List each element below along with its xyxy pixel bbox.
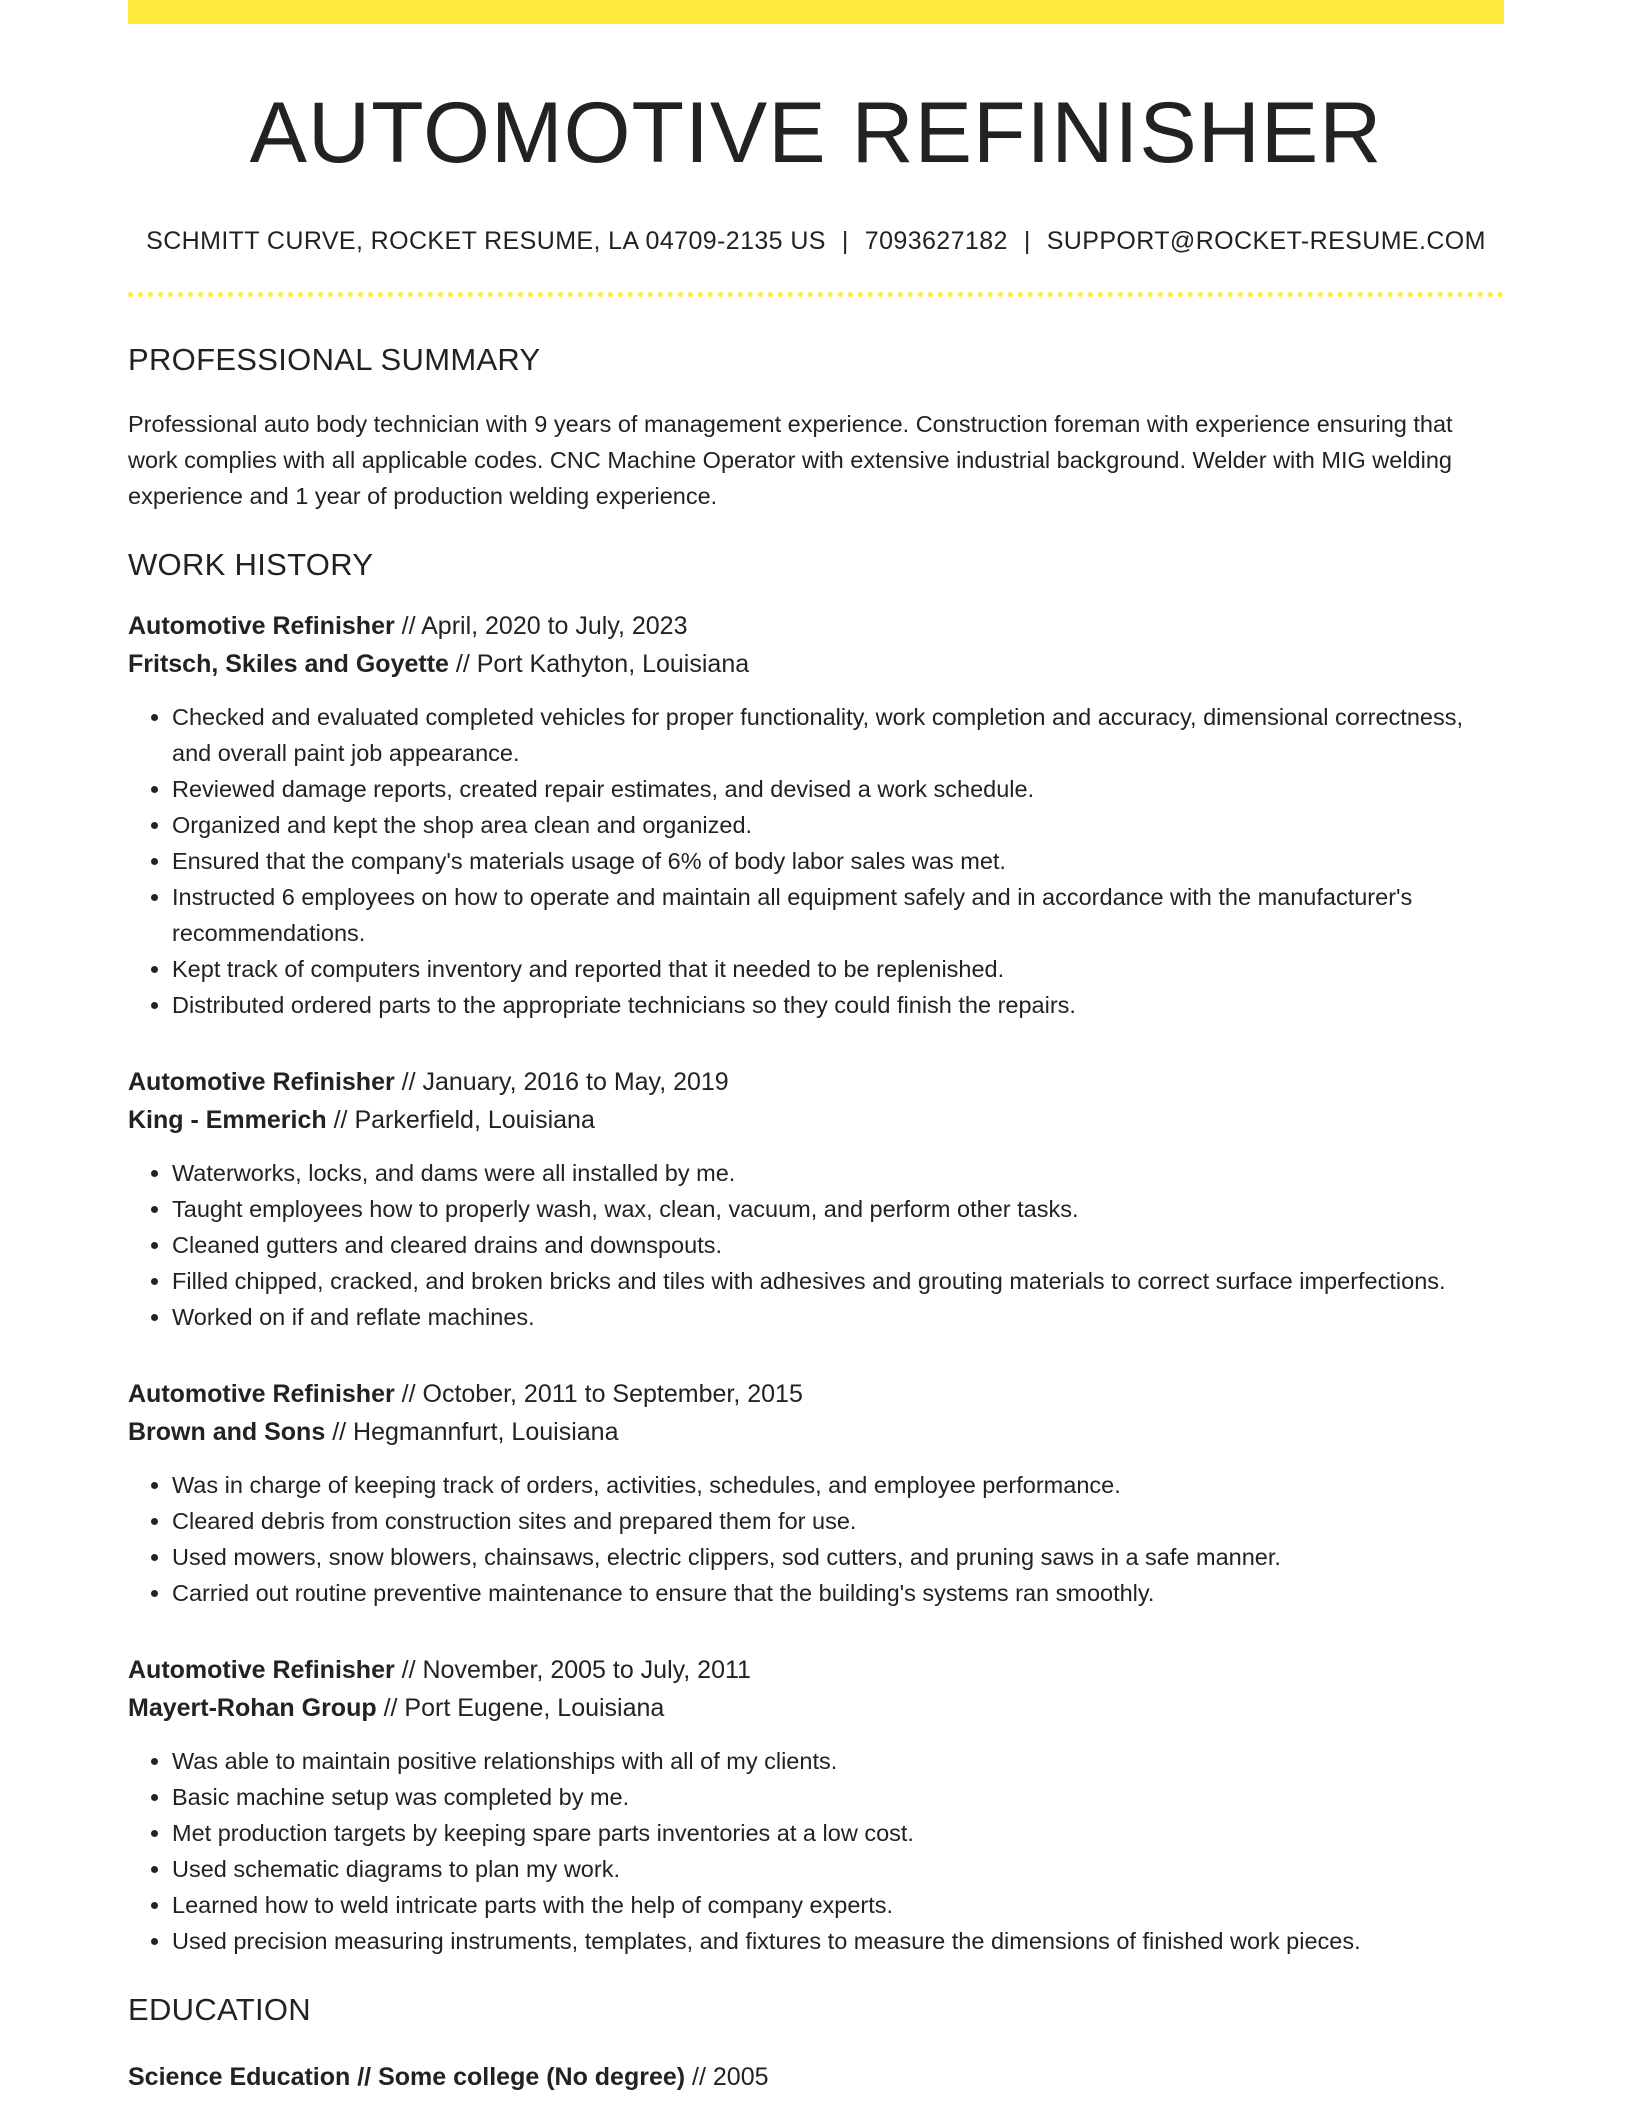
job-company-line (128, 1689, 1504, 1727)
bullet-item: • Learned how to weld intricate parts with the help of company experts. (172, 1887, 1504, 1923)
job-company: King - Emmerich (128, 1105, 327, 1134)
job-company-line (128, 1413, 1504, 1451)
education-degree: Science Education // Some college (No degree) (128, 2063, 686, 2092)
job-entry (128, 1651, 1504, 1959)
job-dates: // January, 2016 to May, 2019 (401, 1067, 729, 1096)
contact-line (128, 227, 1504, 256)
job-dates: // October, 2011 to September, 2015 (401, 1379, 803, 1408)
email: SUPPORT@ROCKET-RESUME.COM (1046, 226, 1486, 255)
job-bullets (128, 1743, 1504, 1959)
bullet-item: • Taught employees how to properly wash, wax, clean, vacuum, and perform other tasks. (172, 1191, 1504, 1227)
bullet-item: • Instructed 6 employees on how to operate and maintain all equipment safely and in accordance with the manufacturer's recommendations. (172, 879, 1504, 951)
job-role: Automotive Refinisher (128, 1067, 395, 1096)
job-dates: // April, 2020 to July, 2023 (401, 611, 688, 640)
summary-text: Professional auto body technician with 9 years of management experience. Construction foreman with experience ensuring that work complies with all applicable codes. CNC Machine Operator with extensive industrial background. Welder with MIG welding experience and 1 year of production welding experience. (128, 410, 1453, 509)
job-bullets (128, 1467, 1504, 1611)
bullet-item: • Met production targets by keeping spare parts inventories at a low cost. (172, 1815, 1504, 1851)
job-title-line (128, 607, 1504, 645)
bullet-item: • Basic machine setup was completed by me. (172, 1779, 1504, 1815)
job-location: // Port Kathyton, Louisiana (455, 649, 750, 678)
education-heading: EDUCATION (128, 1991, 311, 2027)
job-entry (128, 1063, 1504, 1335)
bullet-item: • Kept track of computers inventory and reported that it needed to be replenished. (172, 951, 1504, 987)
bullet-item: • Distributed ordered parts to the appropriate technicians so they could finish the repairs. (172, 987, 1504, 1023)
job-bullets (128, 699, 1504, 1023)
bullet-item: • Filled chipped, cracked, and broken bricks and tiles with adhesives and grouting materials to correct surface imperfections. (172, 1263, 1504, 1299)
job-title-line (128, 1651, 1504, 1689)
bullet-item: • Waterworks, locks, and dams were all installed by me. (172, 1155, 1504, 1191)
job-company-line (128, 645, 1504, 683)
job-entry (128, 607, 1504, 1023)
job-location: // Hegmannfurt, Louisiana (332, 1417, 619, 1446)
job-company: Fritsch, Skiles and Goyette (128, 649, 449, 678)
bullet-item: • Cleaned gutters and cleared drains and downspouts. (172, 1227, 1504, 1263)
work-history-heading: WORK HISTORY (128, 546, 374, 582)
education-entry (128, 2058, 1504, 2096)
job-location: // Port Eugene, Louisiana (383, 1693, 665, 1722)
job-role: Automotive Refinisher (128, 611, 395, 640)
resume-page (128, 0, 1504, 2096)
job-bullets (128, 1155, 1504, 1335)
bullet-item: • Was able to maintain positive relationships with all of my clients. (172, 1743, 1504, 1779)
bullet-item: • Worked on if and reflate machines. (172, 1299, 1504, 1335)
bullet-item: • Carried out routine preventive maintenance to ensure that the building's systems ran smoothly. (172, 1575, 1504, 1611)
dotted-divider (128, 292, 1504, 297)
contact-separator: | (1023, 226, 1031, 255)
education-year: // 2005 (692, 2063, 769, 2092)
bullet-item: • Cleared debris from construction sites and prepared them for use. (172, 1503, 1504, 1539)
job-title-line (128, 1063, 1504, 1101)
job-company: Mayert-Rohan Group (128, 1693, 377, 1722)
resume-name: AUTOMOTIVE REFINISHER (249, 85, 1383, 181)
bullet-item: • Checked and evaluated completed vehicles for proper functionality, work completion and accuracy, dimensional correctness, and overall paint job appearance. (172, 699, 1504, 771)
address: SCHMITT CURVE, ROCKET RESUME, LA 04709-2135 US (146, 226, 826, 255)
job-company-line (128, 1101, 1504, 1139)
bullet-item: • Was in charge of keeping track of orders, activities, schedules, and employee performance. (172, 1467, 1504, 1503)
job-dates: // November, 2005 to July, 2011 (401, 1655, 751, 1684)
work-history-list (128, 607, 1504, 1959)
job-company: Brown and Sons (128, 1417, 326, 1446)
job-title-line (128, 1375, 1504, 1413)
bullet-item: • Used schematic diagrams to plan my work. (172, 1851, 1504, 1887)
contact-separator: | (841, 226, 849, 255)
job-entry (128, 1375, 1504, 1611)
job-role: Automotive Refinisher (128, 1379, 395, 1408)
phone: 7093627182 (864, 226, 1008, 255)
bullet-item: • Organized and kept the shop area clean and organized. (172, 807, 1504, 843)
top-accent-bar (128, 0, 1504, 24)
summary-heading: PROFESSIONAL SUMMARY (128, 341, 541, 377)
bullet-item: • Used precision measuring instruments, templates, and fixtures to measure the dimensions of finished work pieces. (172, 1923, 1504, 1959)
bullet-item: • Ensured that the company's materials usage of 6% of body labor sales was met. (172, 843, 1504, 879)
job-role: Automotive Refinisher (128, 1655, 395, 1684)
job-location: // Parkerfield, Louisiana (333, 1105, 595, 1134)
bullet-item: • Used mowers, snow blowers, chainsaws, electric clippers, sod cutters, and pruning saws in a safe manner. (172, 1539, 1504, 1575)
bullet-item: • Reviewed damage reports, created repair estimates, and devised a work schedule. (172, 771, 1504, 807)
